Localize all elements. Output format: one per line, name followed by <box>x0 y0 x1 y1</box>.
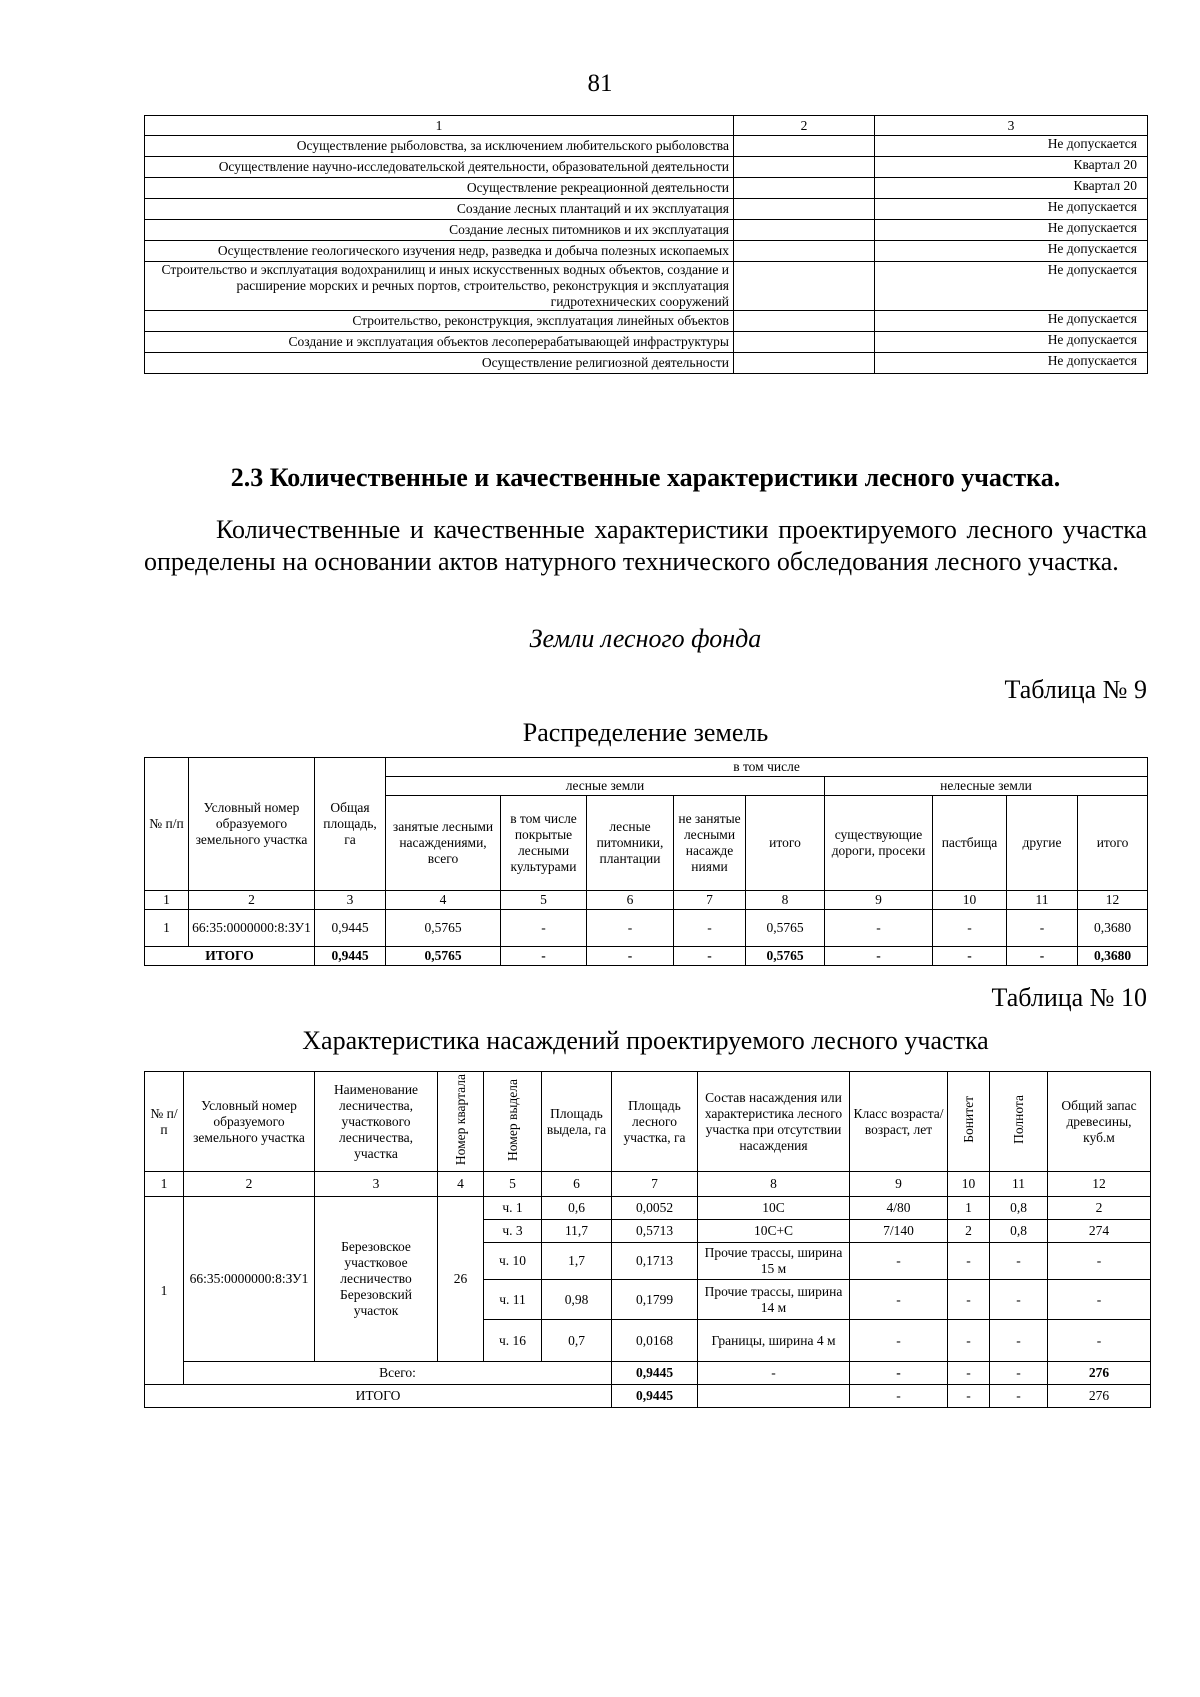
stand-characteristics-table <box>144 1071 1151 1408</box>
table-cell: - <box>674 910 746 947</box>
permission-cell: Не допускается <box>875 353 1148 374</box>
total-cell: - <box>587 947 674 966</box>
cell-plot-area: 0,98 <box>542 1280 612 1320</box>
empty-cell <box>734 332 875 353</box>
table-row <box>145 157 1148 178</box>
activity-cell: Осуществление религиозной деятельности <box>145 353 734 374</box>
table-header-row <box>145 1072 1151 1172</box>
table-row <box>145 199 1148 220</box>
permission-cell: Не допускается <box>875 332 1148 353</box>
cell-plot: ч. 10 <box>484 1243 542 1280</box>
cell-stock: 274 <box>1048 1220 1151 1243</box>
total-row <box>145 1385 1151 1408</box>
column-number: 5 <box>501 891 587 910</box>
cell-stock: 2 <box>1048 1197 1151 1220</box>
total-stock: 276 <box>1048 1385 1151 1408</box>
total-cell: 0,3680 <box>1078 947 1148 966</box>
table-10-caption: Характеристика насаждений проектируемого лесного участка <box>302 1026 989 1055</box>
column-number: 11 <box>1007 891 1078 910</box>
total-row <box>145 947 1148 966</box>
total-cell: - <box>1007 947 1078 966</box>
header-plot <box>484 1072 542 1172</box>
header-plot-text: Номер выдела <box>504 1078 520 1161</box>
permission-cell: Не допускается <box>875 262 1148 311</box>
total-cell: 0,9445 <box>315 947 386 966</box>
header-density-text: Полнота <box>1010 1095 1026 1144</box>
permission-cell: Не допускается <box>875 220 1148 241</box>
header-composition: Состав насаждения или характеристика лесного участка при отсутствии насаждения <box>698 1072 850 1172</box>
table-cell: 66:35:0000000:8:ЗУ1 <box>189 910 315 947</box>
column-number: 6 <box>542 1172 612 1197</box>
total-cell: - <box>674 947 746 966</box>
empty-cell <box>734 241 875 262</box>
total-density: - <box>990 1385 1048 1408</box>
header-forest-area: Площадь лесного участка, га <box>612 1072 698 1172</box>
cell-stock: - <box>1048 1280 1151 1320</box>
cell-composition: 10С <box>698 1197 850 1220</box>
table-10-label: Таблица № 10 <box>991 983 1147 1012</box>
table-cell: 0,3680 <box>1078 910 1148 947</box>
cell-forest-area: 0,1799 <box>612 1280 698 1320</box>
column-number: 12 <box>1078 891 1148 910</box>
forestry-name: Березовское участковое лесничество Березовский участок <box>315 1197 438 1362</box>
activity-cell: Осуществление научно-исследовательской деятельности, образовательной деятельности <box>145 157 734 178</box>
column-number: 8 <box>746 891 825 910</box>
cell-density: 0,8 <box>990 1197 1048 1220</box>
header-density <box>990 1072 1048 1172</box>
cell-composition: Прочие трассы, ширина 15 м <box>698 1243 850 1280</box>
header-forestry: Наименование лесничества, участкового лесничества, участка <box>315 1072 438 1172</box>
table-cell: 1 <box>145 910 189 947</box>
header-nonforest-lands: нелесные земли <box>825 777 1148 796</box>
header-quarter <box>438 1072 484 1172</box>
activity-cell: Строительство и эксплуатация водохранилищ и иных искусственных водных объектов, создание и расширение морских и речных портов, строительство, реконструкция и эксплуатация гидротехнических сооружений <box>145 262 734 311</box>
total-label: ИТОГО <box>145 1385 612 1408</box>
cell-density: - <box>990 1280 1048 1320</box>
empty-cell <box>734 220 875 241</box>
table-row <box>145 178 1148 199</box>
header-age: Класс возраста/ возраст, лет <box>850 1072 948 1172</box>
column-number: 10 <box>933 891 1007 910</box>
table-row <box>145 241 1148 262</box>
header-including: в том числе <box>386 758 1148 777</box>
table-row <box>145 220 1148 241</box>
cell-plot-area: 0,6 <box>542 1197 612 1220</box>
table-header-row <box>145 116 1148 136</box>
activities-table <box>144 115 1148 374</box>
table-row <box>145 332 1148 353</box>
page-number: 81 <box>587 70 613 97</box>
cell-age: - <box>850 1320 948 1362</box>
empty-cell <box>734 353 875 374</box>
col-number: 2 <box>734 116 875 136</box>
header-num: № п/п <box>145 758 189 891</box>
column-number: 2 <box>184 1172 315 1197</box>
total-forest-area: 0,9445 <box>612 1385 698 1408</box>
subtotal-stock: 276 <box>1048 1362 1151 1385</box>
column-number: 1 <box>145 1172 184 1197</box>
activity-cell: Создание лесных питомников и их эксплуатация <box>145 220 734 241</box>
cell-bonitet: - <box>948 1243 990 1280</box>
table-row <box>145 262 1148 311</box>
cell-forest-area: 0,5713 <box>612 1220 698 1243</box>
cell-forest-area: 0,0168 <box>612 1320 698 1362</box>
table-cell: - <box>1007 910 1078 947</box>
body-paragraph <box>144 514 1147 578</box>
header-num: № п/п <box>145 1072 184 1172</box>
header-occupied: занятые лесными насаждениями, всего <box>386 796 501 891</box>
table-cell: - <box>501 910 587 947</box>
activity-cell: Создание лесных плантаций и их эксплуатация <box>145 199 734 220</box>
total-age: - <box>850 1385 948 1408</box>
table-row <box>145 353 1148 374</box>
permission-cell: Квартал 20 <box>875 157 1148 178</box>
land-distribution-table <box>144 757 1148 966</box>
column-number: 4 <box>438 1172 484 1197</box>
cell-plot: ч. 3 <box>484 1220 542 1243</box>
table-cell: 0,5765 <box>386 910 501 947</box>
cell-density: 0,8 <box>990 1220 1048 1243</box>
cell-age: 7/140 <box>850 1220 948 1243</box>
column-number: 5 <box>484 1172 542 1197</box>
table-cell: 0,9445 <box>315 910 386 947</box>
activity-cell: Осуществление геологического изучения недр, разведка и добыча полезных ископаемых <box>145 241 734 262</box>
cell-bonitet: - <box>948 1320 990 1362</box>
table-row <box>145 910 1148 947</box>
header-bonitet-text: Бонитет <box>960 1096 976 1143</box>
column-number: 9 <box>825 891 933 910</box>
empty-cell <box>734 262 875 311</box>
subtotal-label: Всего: <box>184 1362 612 1385</box>
total-bonitet: - <box>948 1385 990 1408</box>
column-number: 4 <box>386 891 501 910</box>
cell-composition: 10С+С <box>698 1220 850 1243</box>
header-cadastral: Условный номер образуемого земельного участка <box>189 758 315 891</box>
column-number: 11 <box>990 1172 1048 1197</box>
cell-age: - <box>850 1280 948 1320</box>
activity-cell: Строительство, реконструкция, эксплуатация линейных объектов <box>145 311 734 332</box>
header-roads: существующие дороги, просеки <box>825 796 933 891</box>
activity-cell: Создание и эксплуатация объектов лесоперерабатывающей инфраструктуры <box>145 332 734 353</box>
header-total-area: Общая площадь, га <box>315 758 386 891</box>
total-cell: 0,5765 <box>746 947 825 966</box>
cell-age: - <box>850 1243 948 1280</box>
subheading: Земли лесного фонда <box>529 624 762 653</box>
cell-density: - <box>990 1320 1048 1362</box>
table-9-label: Таблица № 9 <box>1004 675 1147 704</box>
quarter-number: 26 <box>438 1197 484 1362</box>
table-9-caption: Распределение земель <box>522 718 769 747</box>
table-row <box>145 136 1148 157</box>
header-stock: Общий запас древесины, куб.м <box>1048 1072 1151 1172</box>
cell-composition: Прочие трассы, ширина 14 м <box>698 1280 850 1320</box>
subtotal-age: - <box>850 1362 948 1385</box>
header-total: итого <box>746 796 825 891</box>
cell-forest-area: 0,0052 <box>612 1197 698 1220</box>
table-cell: 0,5765 <box>746 910 825 947</box>
activity-cell: Осуществление рыболовства, за исключением любительского рыболовства <box>145 136 734 157</box>
header-other: другие <box>1007 796 1078 891</box>
subtotal-density: - <box>990 1362 1048 1385</box>
subtotal-forest-area: 0,9445 <box>612 1362 698 1385</box>
column-number: 3 <box>315 1172 438 1197</box>
cell-bonitet: 1 <box>948 1197 990 1220</box>
cell-plot-area: 1,7 <box>542 1243 612 1280</box>
cell-composition: Границы, ширина 4 м <box>698 1320 850 1362</box>
cell-age: 4/80 <box>850 1197 948 1220</box>
total-cell: 0,5765 <box>386 947 501 966</box>
paragraph-text: Количественные и качественные характеристики проектируемого лесного участка определены на основании актов натурного технического обследования лесного участка. <box>144 515 1147 576</box>
permission-cell: Не допускается <box>875 311 1148 332</box>
col-number: 3 <box>875 116 1148 136</box>
cell-bonitet: - <box>948 1280 990 1320</box>
header-unoccupied: не занятые лесными насажде ниями <box>674 796 746 891</box>
column-number-row <box>145 891 1148 910</box>
subtotal-row <box>145 1362 1151 1385</box>
total-label: ИТОГО <box>145 947 315 966</box>
row-number: 1 <box>145 1197 184 1385</box>
cell-plot: ч. 1 <box>484 1197 542 1220</box>
table-row <box>145 311 1148 332</box>
column-number: 7 <box>612 1172 698 1197</box>
column-number: 7 <box>674 891 746 910</box>
column-number: 10 <box>948 1172 990 1197</box>
header-pasture: пастбища <box>933 796 1007 891</box>
total-composition <box>698 1385 850 1408</box>
total-cell: - <box>825 947 933 966</box>
section-title: 2.3 Количественные и качественные характеристики лесного участка. <box>230 463 1061 492</box>
header-quarter-text: Номер квартала <box>452 1073 468 1166</box>
cell-stock: - <box>1048 1320 1151 1362</box>
header-nurseries: лесные питомники, плантации <box>587 796 674 891</box>
empty-cell <box>734 157 875 178</box>
activity-cell: Осуществление рекреационной деятельности <box>145 178 734 199</box>
header-covered: в том числе покрытые лесными культурами <box>501 796 587 891</box>
header-total2: итого <box>1078 796 1148 891</box>
subtotal-composition: - <box>698 1362 850 1385</box>
subtotal-bonitet: - <box>948 1362 990 1385</box>
total-cell: - <box>933 947 1007 966</box>
col-number: 1 <box>145 116 734 136</box>
column-number: 8 <box>698 1172 850 1197</box>
cell-plot-area: 11,7 <box>542 1220 612 1243</box>
table-cell: - <box>933 910 1007 947</box>
permission-cell: Не допускается <box>875 136 1148 157</box>
cell-forest-area: 0,1713 <box>612 1243 698 1280</box>
cell-bonitet: 2 <box>948 1220 990 1243</box>
column-number: 1 <box>145 891 189 910</box>
header-forest-lands: лесные земли <box>386 777 825 796</box>
empty-cell <box>734 199 875 220</box>
column-number: 2 <box>189 891 315 910</box>
column-number: 6 <box>587 891 674 910</box>
total-cell: - <box>501 947 587 966</box>
column-number: 9 <box>850 1172 948 1197</box>
cell-plot-area: 0,7 <box>542 1320 612 1362</box>
empty-cell <box>734 178 875 199</box>
header-cadastral: Условный номер образуемого земельного участка <box>184 1072 315 1172</box>
table-cell: - <box>587 910 674 947</box>
permission-cell: Не допускается <box>875 241 1148 262</box>
table-row <box>145 1197 1151 1220</box>
permission-cell: Не допускается <box>875 199 1148 220</box>
cell-plot: ч. 11 <box>484 1280 542 1320</box>
empty-cell <box>734 136 875 157</box>
header-bonitet <box>948 1072 990 1172</box>
cell-plot: ч. 16 <box>484 1320 542 1362</box>
column-number: 12 <box>1048 1172 1151 1197</box>
table-cell: - <box>825 910 933 947</box>
column-number-row <box>145 1172 1151 1197</box>
permission-cell: Квартал 20 <box>875 178 1148 199</box>
cell-stock: - <box>1048 1243 1151 1280</box>
empty-cell <box>734 311 875 332</box>
cell-density: - <box>990 1243 1048 1280</box>
cadastral-number: 66:35:0000000:8:ЗУ1 <box>184 1197 315 1362</box>
column-number: 3 <box>315 891 386 910</box>
header-plot-area: Площадь выдела, га <box>542 1072 612 1172</box>
